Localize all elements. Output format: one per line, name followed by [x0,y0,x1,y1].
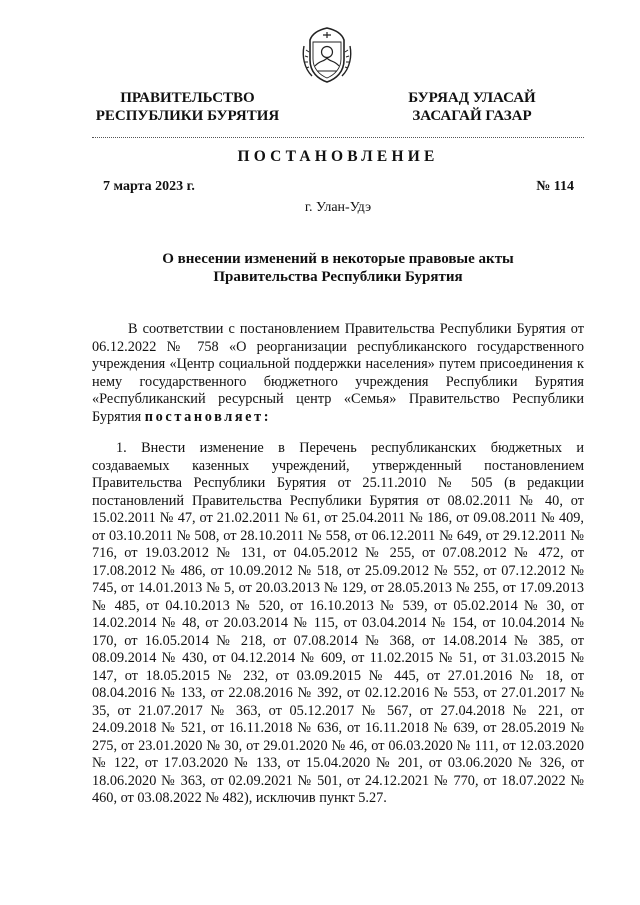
preamble-paragraph [92,321,584,426]
document-city: г. Улан-Удэ [304,200,372,215]
issuer-name-russian-line2: РЕСПУБЛИКИ БУРЯТИЯ [95,108,280,124]
issuer-name-buryat-line1: БУРЯАД УЛАСАЙ [408,90,536,106]
clause-1-paragraph [92,440,584,808]
preamble-text: В соответствии с постановлением Правительства Республики Бурятия от 06.12.2022 № 758 «О реорганизации республиканского государственного учреждения «Центр социальной поддержки населения» путем присоединения к нему государственного бюджетного учреждения Республики Бурятия «Республиканский ресурсный центр «Семья» Правительство Республики Бурятия [92,321,584,425]
document-title [92,250,584,286]
document-date: 7 марта 2023 г. [103,179,195,194]
document-title-line1: О внесении изменений в некоторые правовые акты [162,251,514,267]
resolves-keyword: постановляет: [144,408,272,425]
document-type: ПОСТАНОВЛЕНИЕ [237,148,439,165]
issuer-name-buryat-line2: ЗАСАГАЙ ГАЗАР [412,108,532,124]
issuer-name-russian [80,89,295,125]
issuer-name-buryat [372,89,572,125]
clause-1-text: 1. Внести изменение в Перечень республиканских бюджетных и создаваемых казенных учреждений, утвержденный постановлением Правительства Республики Бурятия от 25.11.2010 № 505 (в редакции постановлений Правительства Республики Бурятия от 08.02.2011 № 40, от 15.02.2011 № 47, от 21.02.2011 № 61, от 25.04.2011 № 186, от 09.08.2011 № 409, от 03.10.2011 № 508, от 28.10.2011 № 558, от 06.12.2011 № 649, от 29.12.2011 № 716, от 19.03.2012 № 131, от 04.05.2012 № 255, от 07.08.2012 № 472, от 17.08.2012 № 486, от 10.09.2012 № 518, от 25.09.2012 № 552, от 07.12.2012 № 745, от 14.01.2013 № 5, от 20.03.2013 № 129, от 28.05.2013 № 255, от 17.09.2013 № 485, от 04.10.2013 № 520, от 16.10.2013 № 539, от 05.02.2014 № 30, от 14.02.2014 № 48, от 20.03.2014 № 115, от 03.04.2014 № 154, от 10.04.2014 № 170, от 16.05.2014 № 218, от 07.08.2014 № 368, от 14.08.2014 № 385, от 08.09.2014 № 430, от 04.12.2014 № 609, от 11.02.2015 № 51, от 31.03.2015 № 147, от 18.05.2015 № 232, от 03.09.2015 № 445, от 27.01.2016 № 18, от 08.04.2016 № 133, от 22.08.2016 № 392, от 02.12.2016 № 553, от 27.01.2017 № 35, от 21.07.2017 № 363, от 05.12.2017 № 567, от 27.04.2018 № 221, от 24.09.2018 № 521, от 16.11.2018 № 636, от 16.11.2018 № 639, от 28.05.2019 № 275, от 23.01.2020 № 30, от 29.01.2020 № 46, от 06.03.2020 № 111, от 12.03.2020 № 122, от 17.03.2020 № 133, от 15.04.2020 № 201, от 03.06.2020 № 326, от 18.06.2020 № 363, от 02.09.2021 № 501, от 24.12.2021 № 770, от 18.07.2022 № 460, от 03.08.2022 № 482), исключив пункт 5.27. [92,440,584,806]
coat-of-arms-icon [300,26,354,84]
document-number: № 114 [536,179,574,194]
document-title-line2: Правительства Республики Бурятия [213,269,463,285]
issuer-name-russian-line1: ПРАВИТЕЛЬСТВО [120,90,255,106]
header-divider [92,137,584,138]
